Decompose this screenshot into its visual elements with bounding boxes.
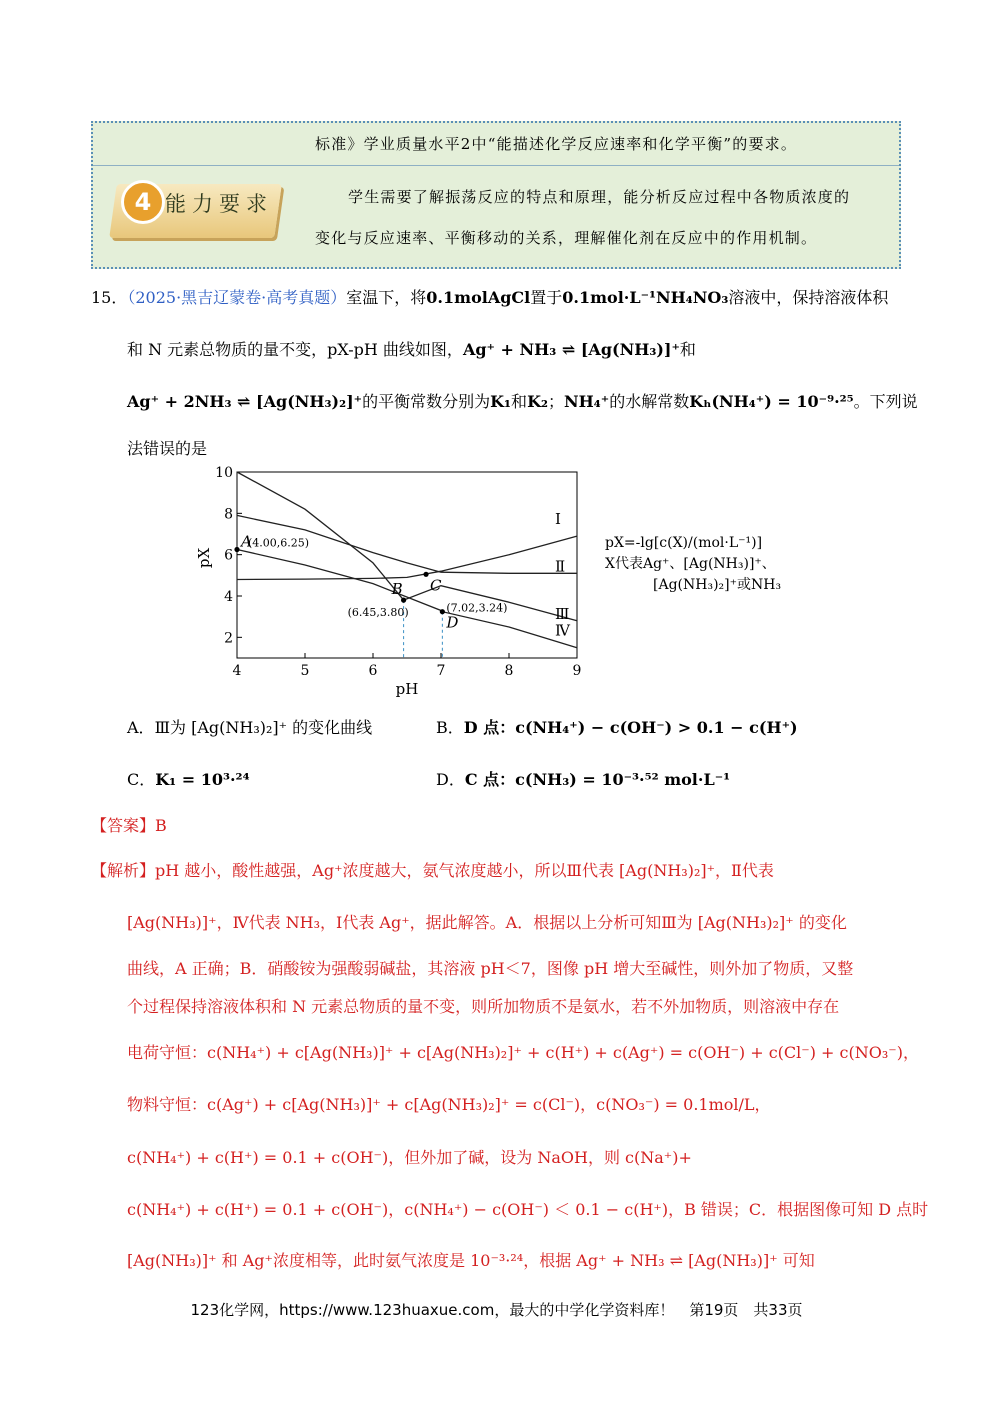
stem-formula: 0.1molAgCl [426, 288, 531, 307]
stem-formula: NH₄⁺ [564, 392, 610, 411]
box-top-row [93, 123, 899, 166]
x-tick-label: 6 [368, 663, 378, 679]
question-number: 15． [91, 288, 128, 307]
box-line-2: 变化与反应速率、平衡移动的关系，理解催化剂在反应中的作用机制。 [315, 229, 818, 247]
x-tick-label: 5 [300, 663, 310, 679]
analysis-text: pH 越小，酸性越强，Ag⁺浓度越大，氨气浓度越小，所以Ⅲ代表 [Ag(NH₃)₂]⁺，Ⅱ代表 [155, 861, 774, 880]
y-tick-label: 2 [224, 630, 233, 647]
analysis-line-3: 曲线，A 正确；B．硝酸铵为强酸弱碱盐，其溶液 pH＜7，图像 pH 增大至碱性，则外加了物质，又整 [127, 959, 854, 978]
option-b[interactable] [436, 715, 798, 738]
analysis-line-2: [Ag(NH₃)]⁺，Ⅳ代表 NH₃，Ⅰ代表 Ag⁺，据此解答。A．根据以上分析可知Ⅲ为 [Ag(NH₃)₂]⁺ 的变化 [127, 913, 847, 932]
stem-text: 室温下，将 [346, 288, 427, 307]
point-label: A [241, 532, 252, 551]
point-C [423, 572, 428, 577]
stem-text: 。下列说 [853, 392, 918, 411]
stem-text: 和 [679, 340, 696, 359]
stem-text: 的水解常数 [609, 392, 690, 411]
option-d-label: D． [436, 770, 465, 789]
option-c[interactable] [127, 767, 250, 790]
ability-badge [113, 180, 278, 242]
stem-text: 置于 [530, 288, 563, 307]
stem-text: ； [547, 392, 564, 411]
chart-legend-line-3: [Ag(NH₃)₂]⁺或NH₃ [653, 577, 782, 593]
stem-equation-1: Ag⁺ + NH₃ ⇌ [Ag(NH₃)]⁺ [462, 340, 680, 359]
analysis-label: 【解析】 [91, 861, 156, 880]
point-label: C [430, 576, 442, 595]
stem-text: 和 [511, 392, 528, 411]
question-source: （2025·黑吉辽蒙卷·高考真题） [127, 288, 347, 307]
stem-formula: Kₕ(NH₄⁺) = 10⁻⁹·²⁵ [689, 392, 854, 411]
series-label: Ⅳ [555, 621, 570, 640]
point-D [440, 609, 445, 614]
option-d[interactable] [436, 767, 730, 790]
series-label: Ⅱ [555, 557, 566, 576]
badge-number: 4 [121, 180, 165, 224]
answer-line [91, 813, 167, 836]
stem-formula: K₁ [490, 392, 512, 411]
page-footer: 123化学网，https://www.123huaxue.com，最大的中学化学资料库！ 第19页 共33页 [190, 1301, 803, 1319]
analysis-line-8: c(NH₄⁺) + c(H⁺) = 0.1 + c(OH⁻)，c(NH₄⁺) − c(OH⁻) ＜ 0.1 − c(H⁺)，B 错误；C．根据图像可知 D 点时 [127, 1200, 929, 1219]
x-tick-label: 9 [572, 663, 582, 679]
point-label: B [391, 580, 403, 599]
option-d-text: C 点：c(NH₃) = 10⁻³·⁵² mol·L⁻¹ [464, 770, 731, 789]
option-c-label: C． [127, 770, 156, 789]
px-ph-chart [195, 462, 815, 702]
point-A [234, 547, 239, 552]
stem-formula: K₂ [527, 392, 548, 411]
option-a-label: A． [127, 718, 155, 737]
point-coord: (4.00,6.25) [248, 536, 310, 550]
chart-xlabel: pH [395, 680, 419, 698]
stem-text: 的平衡常数分别为 [362, 392, 491, 411]
stem-text: 和 N 元素总物质的量不变，pX-pH 曲线如图， [127, 340, 463, 359]
stem-text: 溶液中，保持溶液体积 [728, 288, 889, 307]
analysis-line-6: 物料守恒：c(Ag⁺) + c[Ag(NH₃)]⁺ + c[Ag(NH₃)₂]⁺ = c(Cl⁻)，c(NO₃⁻) = 0.1mol/L， [127, 1095, 771, 1114]
series-label: Ⅲ [555, 604, 570, 623]
x-tick-label: 7 [436, 663, 446, 679]
y-tick-label: 6 [224, 547, 233, 564]
answer-label: 【答案】 [91, 816, 156, 835]
question-line-2 [127, 337, 696, 360]
y-tick-label: 4 [224, 589, 233, 605]
chart-axes [215, 465, 581, 679]
chart-legend-line-1: pX=-lg[c(X)/(mol·L⁻¹)] [605, 535, 763, 551]
option-c-text: K₁ = 10³·²⁴ [155, 770, 250, 789]
point-coord: (6.45,3.80) [347, 606, 409, 620]
analysis-line-5: 电荷守恒：c(NH₄⁺) + c[Ag(NH₃)]⁺ + c[Ag(NH₃)₂]⁺ + c(H⁺) + c(Ag⁺) = c(OH⁻) + c(Cl⁻) + c(NO₃⁻)， [127, 1043, 919, 1062]
analysis-line-9: [Ag(NH₃)]⁺ 和 Ag⁺浓度相等，此时氨气浓度是 10⁻³·²⁴，根据 Ag⁺ + NH₃ ⇌ [Ag(NH₃)]⁺ 可知 [127, 1251, 815, 1270]
answer-value: B [155, 816, 167, 835]
chart-legend-line-2: X代表Ag⁺、[Ag(NH₃)]⁺、 [605, 556, 776, 572]
x-tick-label: 8 [504, 663, 514, 679]
box-line-1: 学生需要了解振荡反应的特点和原理，能分析反应过程中各物质浓度的 [348, 188, 851, 206]
analysis-line-4: 个过程保持溶液体积和 N 元素总物质的量不变，则所加物质不是氨水，若不外加物质，则溶液中存在 [127, 997, 840, 1016]
question-line-1 [91, 285, 888, 308]
point-B [401, 598, 406, 603]
option-b-label: B． [436, 718, 464, 737]
option-b-text: D 点：c(NH₄⁺) − c(OH⁻) > 0.1 − c(H⁺) [463, 718, 798, 737]
badge-label: 能力要求 [165, 192, 273, 216]
y-tick-label: 10 [215, 465, 233, 481]
y-tick-label: 8 [224, 506, 233, 523]
question-line-4: 法错误的是 [127, 439, 208, 458]
requirement-box [91, 121, 901, 269]
analysis-line-7: c(NH₄⁺) + c(H⁺) = 0.1 + c(OH⁻)，但外加了碱，设为 NaOH，则 c(Na⁺)+ [127, 1148, 692, 1167]
question-line-3 [127, 389, 918, 412]
chart-series [237, 472, 577, 648]
point-coord: (7.02,3.24) [446, 601, 508, 615]
x-tick-label: 4 [232, 663, 242, 679]
stem-formula: 0.1mol·L⁻¹NH₄NO₃ [562, 288, 729, 307]
box-top-text: 标准》学业质量水平2中“能描述化学反应速率和化学平衡”的要求。 [315, 135, 798, 153]
analysis-line-1 [91, 858, 774, 881]
chart-ylabel: pX [195, 547, 213, 569]
point-label: D [446, 613, 459, 632]
stem-equation-2: Ag⁺ + 2NH₃ ⇌ [Ag(NH₃)₂]⁺ [127, 392, 363, 411]
option-a[interactable] [127, 715, 372, 738]
series-label: Ⅰ [555, 510, 561, 529]
option-a-text: Ⅲ为 [Ag(NH₃)₂]⁺ 的变化曲线 [154, 718, 373, 737]
